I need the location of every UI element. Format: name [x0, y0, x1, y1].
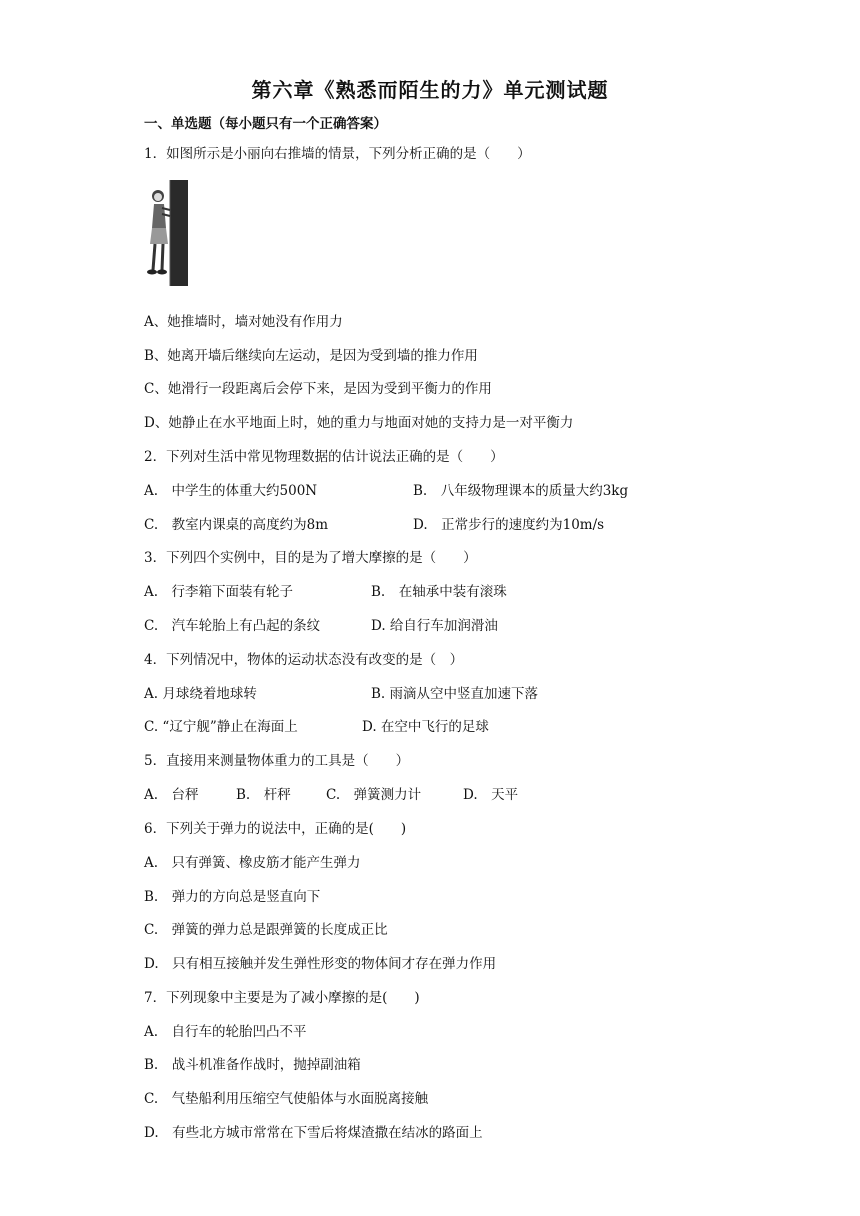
question-7-option-a: A. 自行车的轮胎凹凸不平	[144, 1024, 307, 1040]
question-5-option-c: C. 弹簧测力计	[326, 787, 422, 803]
question-2-option-c: C. 教室内课桌的高度约为8m	[144, 517, 329, 533]
question-7-stem: 7．下列现象中主要是为了减小摩擦的是( )	[144, 990, 420, 1006]
question-6-option-c: C. 弹簧的弹力总是跟弹簧的长度成正比	[144, 922, 388, 938]
page-title: 第六章《熟悉而陌生的力》单元测试题	[251, 78, 609, 102]
question-4-stem: 4．下列情况中，物体的运动状态没有改变的是（ ）	[144, 652, 464, 668]
question-2-option-d: D. 正常步行的速度约为10m/s	[413, 517, 605, 533]
question-6-stem: 6．下列关于弹力的说法中，正确的是( )	[144, 821, 407, 837]
question-4-option-c: C. “辽宁舰”静止在海面上	[144, 719, 298, 735]
question-7-option-b: B. 战斗机准备作战时，抛掉副油箱	[144, 1057, 361, 1073]
question-6-option-b: B. 弹力的方向总是竖直向下	[144, 889, 321, 905]
question-3-option-a: A. 行李箱下面装有轮子	[144, 584, 294, 600]
question-5-option-a: A. 台秤	[144, 787, 199, 803]
question-1-option-d: D、她静止在水平地面上时，她的重力与地面对她的支持力是一对平衡力	[144, 415, 574, 431]
question-7-option-d: D. 有些北方城市常常在下雪后将煤渣撒在结冰的路面上	[144, 1125, 483, 1141]
question-1-option-c: C、她滑行一段距离后会停下来，是因为受到平衡力的作用	[144, 381, 492, 397]
question-6-option-a: A. 只有弹簧、橡皮筋才能产生弹力	[144, 855, 361, 871]
question-5-stem: 5．直接用来测量物体重力的工具是（ ）	[144, 753, 410, 769]
question-1-option-a: A、她推墙时，墙对她没有作用力	[144, 314, 343, 330]
question-3-option-b: B. 在轴承中装有滚珠	[371, 584, 507, 600]
question-4-option-a: A. 月球绕着地球转	[144, 686, 257, 702]
question-1-option-b: B、她离开墙后继续向左运动，是因为受到墙的推力作用	[144, 348, 478, 364]
question-2-option-b: B. 八年级物理课本的质量大约3kg	[413, 483, 629, 499]
question-3-option-d: D. 给自行车加润滑油	[371, 618, 498, 634]
girl-pushing-wall-figure	[144, 178, 190, 288]
question-7-option-c: C. 气垫船利用压缩空气使船体与水面脱离接触	[144, 1091, 429, 1107]
question-4-option-b: B. 雨滴从空中竖直加速下落	[371, 686, 539, 702]
section-heading: 一、单选题（每小题只有一个正确答案）	[144, 116, 387, 132]
question-2-stem: 2．下列对生活中常见物理数据的估计说法正确的是（ ）	[144, 449, 504, 465]
question-6-option-d: D. 只有相互接触并发生弹性形变的物体间才存在弹力作用	[144, 956, 497, 972]
question-3-stem: 3．下列四个实例中，目的是为了增大摩擦的是（ ）	[144, 550, 477, 566]
question-5-option-b: B. 杆秤	[236, 787, 291, 803]
question-4-option-d: D. 在空中飞行的足球	[362, 719, 489, 735]
question-1-stem: 1．如图所示是小丽向右推墙的情景，下列分析正确的是（ ）	[144, 146, 531, 162]
question-5-option-d: D. 天平	[463, 787, 519, 803]
question-3-option-c: C. 汽车轮胎上有凸起的条纹	[144, 618, 321, 634]
question-2-option-a: A. 中学生的体重大约500N	[144, 483, 318, 499]
